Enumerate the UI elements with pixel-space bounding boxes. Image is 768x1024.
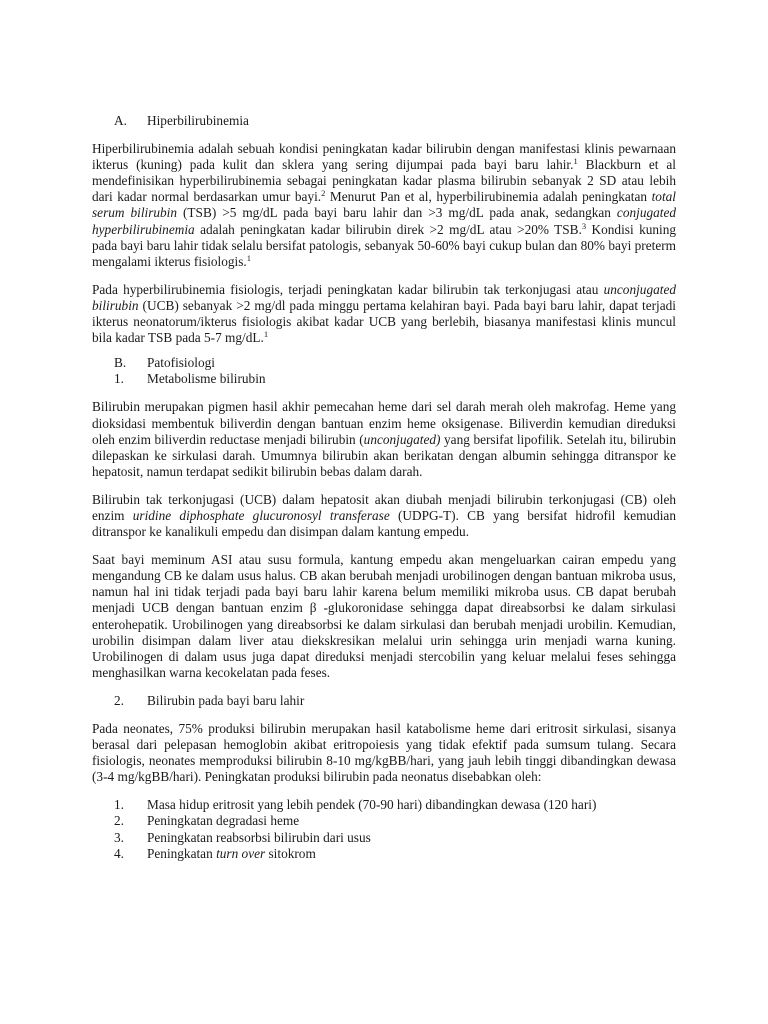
subsection-1-label: 1. [114,371,124,387]
paragraph-neonates: Pada neonates, 75% produksi bilirubin merupakan hasil katabolisme heme dari eritrosit sirkulasi, sisanya berasal dari pelepasan hemoglobin akibat eritropoiesis yang tidak efektif pada sumsum tulang. Secara fisiologis, neonates memproduksi bilirubin 8-10 mg/kgBB/hari, yang jauh lebih tinggi dibandingkan dewasa (3-4 mg/kgBB/hari). Peningkatan produksi bilirubin pada neonatus disebabkan oleh: [92,721,676,785]
paragraph-definition: Hiperbilirubinemia adalah sebuah kondisi peningkatan kadar bilirubin dengan manifestasi klinis pewarnaan ikterus (kuning) pada kulit dan sklera yang sering dijumpai pada bayi baru lahir.$^1$ Blackburn et al mendefinisikan hyperbilirubinemia sebagai peningkatan kadar plasma bilirubin sebanyak 2 SD atau lebih dari kadar normal berdasarkan umur bayi.$^2$ Menurut Pan et al, hyperbilirubinemia adalah peningkatan total serum bilirubin (TSB) >5 mg/dL pada bayi baru lahir dan >3 mg/dL pada anak, sedangkan conjugated hyperbilirubinemia adalah peningkatan kadar bilirubin direk >2 mg/dL atau >20% TSB.$^3$ Kondisi kuning pada bayi baru lahir tidak selalu bersifat patologis, sebanyak 50-60% bayi cukup bulan dan 80% bayi preterm mengalami ikterus fisiologis.$^1$ [92,141,677,269]
list-item: 3. Peningkatan reabsorbsi bilirubin dari usus [114,829,371,845]
section-a-title: Hiperbilirubinemia [147,113,249,128]
list-item: 2. Peningkatan degradasi heme [114,813,300,829]
paragraph-conjugation: Bilirubin tak terkonjugasi (UCB) dalam hepatosit akan diubah menjadi bilirubin terkonjugasi (CB) oleh enzim uridine diphosphate glucuronosyl transferase (UDPG-T). CB yang bersifat hidrofil kemudian ditranspor ke kanalikuli empedu dan disimpan dalam kantung empedu. [92,491,676,540]
subsection-2-heading [92,693,676,709]
citation: 1 [573,156,578,167]
subsection-2-label: 2. [114,692,124,708]
citation: 3 [581,220,587,231]
list-item: 4. Peningkatan turn over sitokrom [114,845,316,861]
list-item: 1. Masa hidup eritrosit yang lebih pendek (70-90 hari) dibandingkan dewasa (120 hari) [114,797,597,813]
paragraph-physiological: Pada hyperbilirubinemia fisiologis, terjadi peningkatan kadar bilirubin tak terkonjugasi atau unconjugated bilirubin (UCB) sebanyak >2 mg/dl pada minggu pertama kelahiran bayi. Pada bayi baru lahir, dapat terjadi ikterus neonatorum/ikterus fisiologis akibat kadar UCB yang berlebih, biasanya manifestasi klinis muncul bila kadar TSB pada 5-7 mg/dL.$^1$ [92,281,676,346]
paragraph-enterohepatic: Saat bayi meminum ASI atau susu formula, kantung empedu akan mengeluarkan cairan empedu yang mengandung CB ke dalam usus halus. CB akan berubah menjadi urobilinogen dengan bantuan mikroba usus, namun hal ini tidak terjadi pada bayi baru lahir karena belum memiliki mikroba usus. CB dapat berubah menjadi UCB dengan bantuan enzim β -glukoronidase sehingga dapat direabsorbsi ke dalam sirkulasi enterohepatik. Urobilinogen yang direabsorbsi ke dalam sirkulasi dan berubah menjadi urobilin. Kemudian, urobilin disimpan dalam liver atau diekskresikan melalui urin sehingga urin menjadi warna kuning. Urobilinogen di dalam usus juga dapat direduksi menjadi stercobilin yang keluar melalui feses sehingga menghasilkan warna kecokelatan pada feses. [92,552,676,680]
section-b-label: B. [114,355,127,371]
section-a-label: A. [114,113,127,128]
citation: 1 [263,329,269,340]
subsection-1-heading [92,371,676,387]
section-b-heading [92,355,676,371]
citation: 1 [246,252,251,263]
subsection-2-title: Bilirubin pada bayi baru lahir [147,692,305,708]
paragraph-bilirubin-formation: Bilirubin merupakan pigmen hasil akhir pemecahan heme dari sel darah merah oleh makrofag. Heme yang dioksidasi membentuk biliverdin dengan bantuan enzim heme oksigenase. Biliverdin kemudian direduksi oleh enzim biliverdin reductase menjadi bilirubin (unconjugated) yang bersifat lipofilik. Setelah itu, bilirubin dilepaskan ke sirkulasi darah. Umumnya bilirubin akan berikatan dengan albumin sehingga ditranspor ke hepatosit, namun terdapat sedikit bilirubin bebas dalam darah. [92,399,676,479]
subsection-1-title: Metabolisme bilirubin [147,371,266,387]
section-b-title: Patofisiologi [147,355,215,371]
causes-list [92,797,676,861]
citation: 2 [321,188,326,199]
section-a-heading [92,113,676,129]
